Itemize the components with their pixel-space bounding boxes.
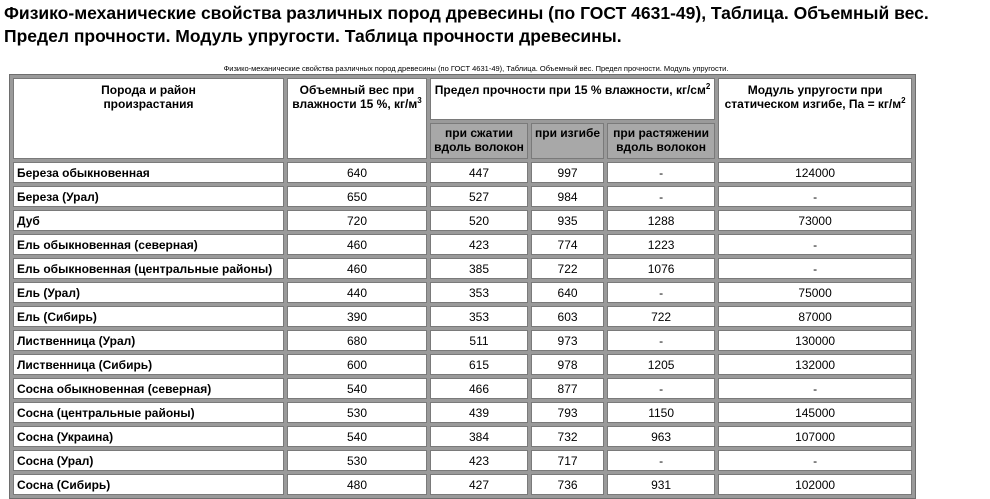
density-cell: 530 xyxy=(287,402,427,423)
density-cell: 680 xyxy=(287,330,427,351)
bending-cell: 736 xyxy=(531,474,604,495)
tension-cell: 963 xyxy=(607,426,715,447)
compression-cell: 447 xyxy=(430,162,528,183)
header-density-label: Объемный вес при влажности 15 %, кг/м xyxy=(292,83,418,111)
species-cell: Береза (Урал) xyxy=(13,186,284,207)
modulus-cell: - xyxy=(718,186,912,207)
species-cell: Лиственница (Сибирь) xyxy=(13,354,284,375)
tension-cell: 722 xyxy=(607,306,715,327)
bending-cell: 984 xyxy=(531,186,604,207)
modulus-cell: - xyxy=(718,234,912,255)
species-cell: Береза обыкновенная xyxy=(13,162,284,183)
header-modulus xyxy=(718,78,912,159)
tension-cell: 1223 xyxy=(607,234,715,255)
header-compression-label: при сжатии вдоль волокон xyxy=(434,126,524,154)
table-row xyxy=(13,162,912,183)
tension-cell: 931 xyxy=(607,474,715,495)
modulus-cell: 107000 xyxy=(718,426,912,447)
table-row xyxy=(13,282,912,303)
header-strength xyxy=(430,78,715,120)
header-density xyxy=(287,78,427,159)
table-body xyxy=(13,162,912,495)
species-cell: Сосна (Сибирь) xyxy=(13,474,284,495)
header-species xyxy=(13,78,284,159)
tension-cell: - xyxy=(607,330,715,351)
table-row xyxy=(13,426,912,447)
table-row xyxy=(13,474,912,495)
page-title: Физико-механические свойства различных пород древесины (по ГОСТ 4631-49), Таблица. Объемный вес. Предел прочности. Модуль упругости. Таблица прочности древесины. xyxy=(4,3,929,46)
species-cell: Ель обыкновенная (северная) xyxy=(13,234,284,255)
bending-cell: 732 xyxy=(531,426,604,447)
modulus-cell: 102000 xyxy=(718,474,912,495)
compression-cell: 384 xyxy=(430,426,528,447)
density-cell: 600 xyxy=(287,354,427,375)
tension-cell: 1076 xyxy=(607,258,715,279)
tension-cell: 1205 xyxy=(607,354,715,375)
bending-cell: 877 xyxy=(531,378,604,399)
compression-cell: 466 xyxy=(430,378,528,399)
density-cell: 440 xyxy=(287,282,427,303)
bending-cell: 978 xyxy=(531,354,604,375)
header-modulus-sup: 2 xyxy=(901,96,906,105)
compression-cell: 353 xyxy=(430,306,528,327)
tension-cell: 1288 xyxy=(607,210,715,231)
bending-cell: 722 xyxy=(531,258,604,279)
modulus-cell: 124000 xyxy=(718,162,912,183)
table-row xyxy=(13,186,912,207)
modulus-cell: 130000 xyxy=(718,330,912,351)
bending-cell: 935 xyxy=(531,210,604,231)
header-tension xyxy=(607,123,715,159)
table-row xyxy=(13,450,912,471)
compression-cell: 427 xyxy=(430,474,528,495)
species-cell: Сосна (Урал) xyxy=(13,450,284,471)
bending-cell: 973 xyxy=(531,330,604,351)
density-cell: 540 xyxy=(287,378,427,399)
compression-cell: 423 xyxy=(430,450,528,471)
species-cell: Сосна обыкновенная (северная) xyxy=(13,378,284,399)
compression-cell: 439 xyxy=(430,402,528,423)
compression-cell: 615 xyxy=(430,354,528,375)
wood-properties-table-wrapper xyxy=(9,74,916,499)
species-cell: Лиственница (Урал) xyxy=(13,330,284,351)
bending-cell: 640 xyxy=(531,282,604,303)
tension-cell: - xyxy=(607,162,715,183)
tension-cell: - xyxy=(607,378,715,399)
tension-cell: - xyxy=(607,186,715,207)
density-cell: 390 xyxy=(287,306,427,327)
header-strength-sup: 2 xyxy=(705,82,711,91)
header-strength-label: Предел прочности при 15 % влажности, кг/см xyxy=(434,83,706,97)
modulus-cell: - xyxy=(718,450,912,471)
header-species-label: Порода и район произрастания xyxy=(101,83,196,111)
header-modulus-label: Модуль упругости при статическом изгибе, Па = кг/м xyxy=(724,83,902,111)
bending-cell: 997 xyxy=(531,162,604,183)
density-cell: 650 xyxy=(287,186,427,207)
modulus-cell: 145000 xyxy=(718,402,912,423)
bending-cell: 603 xyxy=(531,306,604,327)
modulus-cell: 75000 xyxy=(718,282,912,303)
wood-properties-table xyxy=(9,74,916,499)
species-cell: Сосна (центральные районы) xyxy=(13,402,284,423)
header-bending xyxy=(531,123,604,159)
compression-cell: 527 xyxy=(430,186,528,207)
table-row xyxy=(13,378,912,399)
table-row xyxy=(13,210,912,231)
table-row xyxy=(13,330,912,351)
modulus-cell: - xyxy=(718,258,912,279)
header-bending-label: при изгибе xyxy=(535,126,601,140)
modulus-cell: 87000 xyxy=(718,306,912,327)
table-header-row xyxy=(13,78,912,120)
species-cell: Ель (Сибирь) xyxy=(13,306,284,327)
species-cell: Дуб xyxy=(13,210,284,231)
density-cell: 640 xyxy=(287,162,427,183)
tension-cell: 1150 xyxy=(607,402,715,423)
species-cell: Сосна (Украина) xyxy=(13,426,284,447)
table-row xyxy=(13,234,912,255)
table-row xyxy=(13,306,912,327)
modulus-cell: - xyxy=(718,378,912,399)
species-cell: Ель (Урал) xyxy=(13,282,284,303)
compression-cell: 520 xyxy=(430,210,528,231)
header-compression xyxy=(430,123,528,159)
table-row xyxy=(13,402,912,423)
table-row xyxy=(13,258,912,279)
density-cell: 480 xyxy=(287,474,427,495)
modulus-cell: 132000 xyxy=(718,354,912,375)
bending-cell: 793 xyxy=(531,402,604,423)
density-cell: 460 xyxy=(287,258,427,279)
bending-cell: 717 xyxy=(531,450,604,471)
table-caption: Физико-механические свойства различных пород древесины (по ГОСТ 4631-49), Таблица. Объемный вес. Предел прочности. Модуль упругости. xyxy=(223,64,729,73)
density-cell: 720 xyxy=(287,210,427,231)
compression-cell: 511 xyxy=(430,330,528,351)
density-cell: 530 xyxy=(287,450,427,471)
compression-cell: 353 xyxy=(430,282,528,303)
tension-cell: - xyxy=(607,282,715,303)
bending-cell: 774 xyxy=(531,234,604,255)
modulus-cell: 73000 xyxy=(718,210,912,231)
header-tension-label: при растяжении вдоль волокон xyxy=(613,126,710,154)
header-density-sup: 3 xyxy=(417,96,422,105)
table-row xyxy=(13,354,912,375)
compression-cell: 423 xyxy=(430,234,528,255)
species-cell: Ель обыкновенная (центральные районы) xyxy=(13,258,284,279)
density-cell: 540 xyxy=(287,426,427,447)
density-cell: 460 xyxy=(287,234,427,255)
compression-cell: 385 xyxy=(430,258,528,279)
tension-cell: - xyxy=(607,450,715,471)
